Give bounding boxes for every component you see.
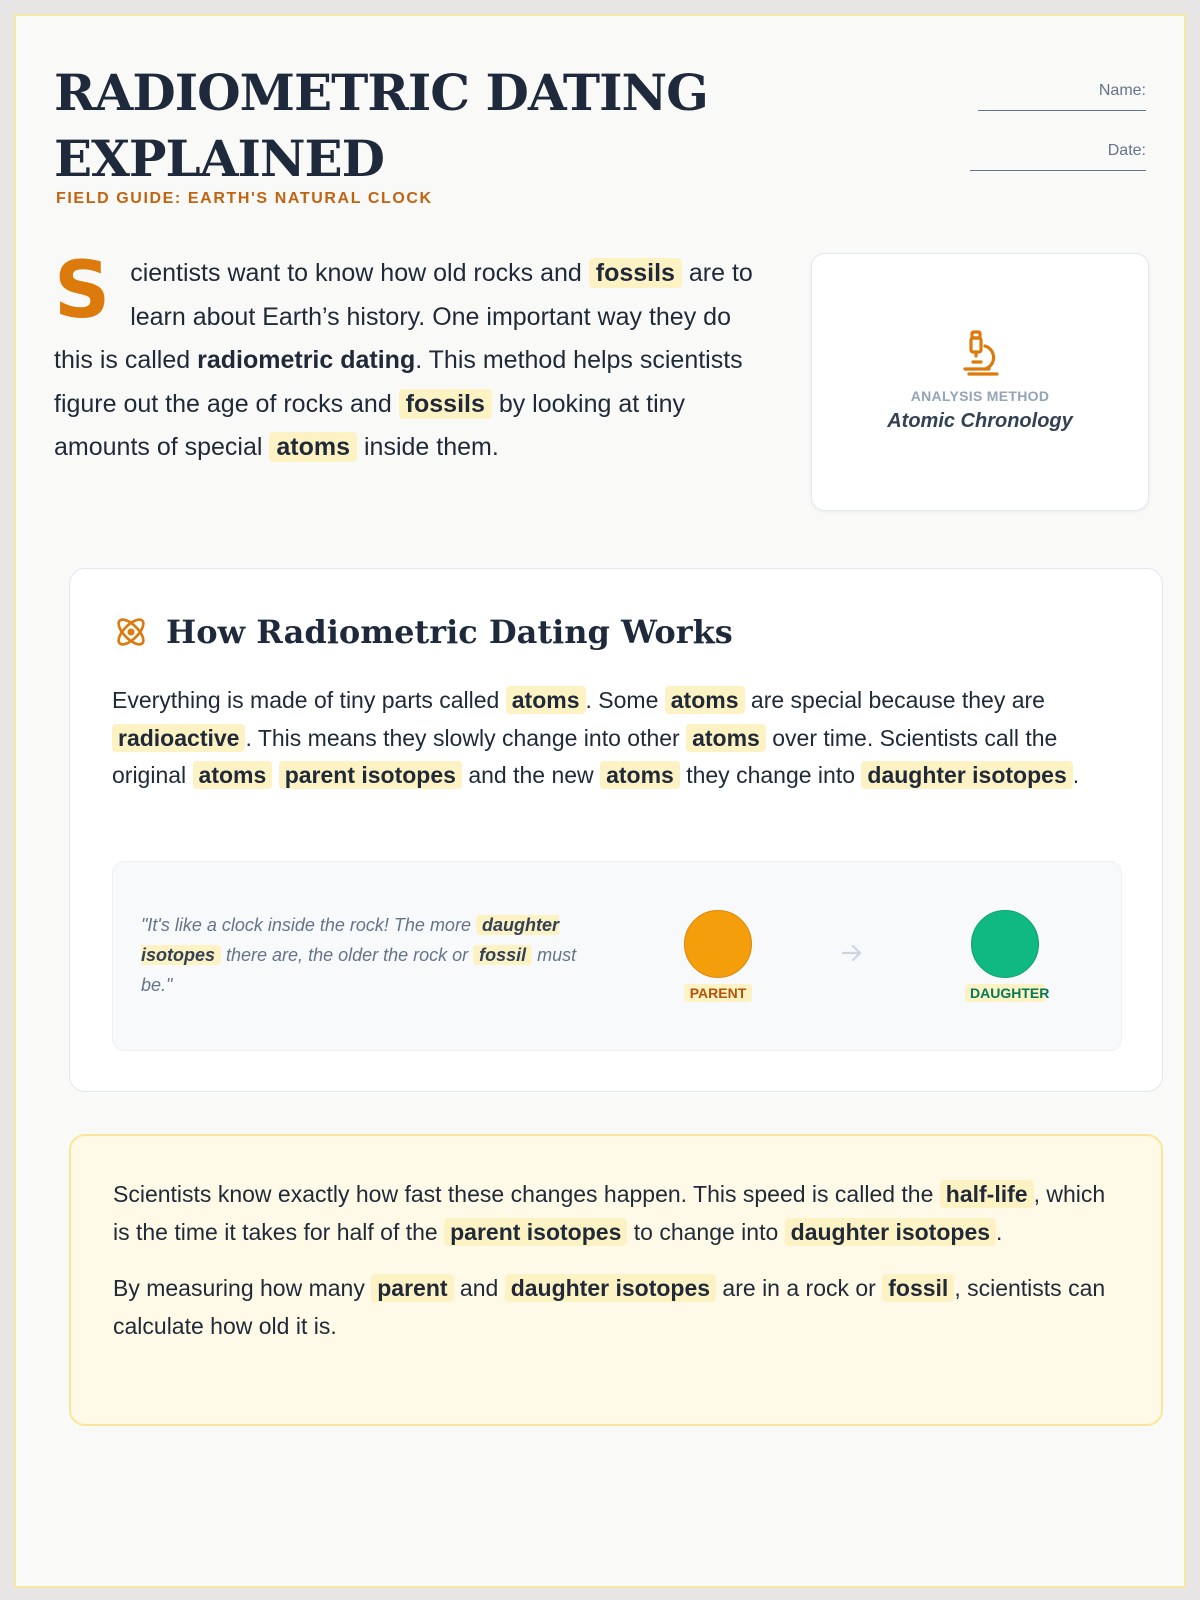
intro-paragraph [54,246,760,470]
daughter-atom [971,910,1039,978]
keyword-highlight: atoms [506,686,586,714]
body-text: By measuring how many [113,1275,372,1301]
keyword-highlight: daughter isotopes [505,1274,716,1302]
name-label: Name: [1098,82,1146,99]
body-text: they change into [679,762,862,788]
body-text: and [453,1275,505,1301]
body-text: Everything is made of tiny parts called [112,687,506,713]
quote-fragment: "It's like a clock inside the rock! The more [141,915,476,935]
body-text [272,762,278,788]
intro-text: by looking at tiny amounts of special [54,389,686,461]
body-text: Scientists know exactly how fast these changes happen. This speed is called the [113,1181,940,1207]
body-text: are in a rock or [716,1275,883,1301]
method-value: Atomic Chronology [887,410,1073,432]
quote-text [141,910,601,1000]
body-text: , scientists can calculate how old it is. [113,1275,1106,1339]
worksheet-page [14,14,1186,1588]
intro-text: are to learn about Earth’s history. One important way they do this is called [54,259,753,374]
quote-fragment: must be." [141,945,577,995]
measurement-paragraph [113,1270,1123,1345]
body-text: . [1072,762,1080,788]
keyword-highlight: daughter isotopes [141,915,559,965]
keyword-highlight: half-life [940,1180,1034,1208]
keyword-highlight: fossils [589,258,682,288]
how-it-works-card [69,568,1163,1092]
page-title [54,60,754,192]
keyword-highlight: daughter isotopes [785,1218,996,1246]
quote-fragment: there are, the older the rock or [221,945,474,965]
analysis-method-card [811,253,1149,511]
section-heading [112,613,733,651]
keyword-highlight: daughter isotopes [861,761,1072,789]
body-text: . [996,1218,1003,1245]
page-subtitle: FIELD GUIDE: EARTH'S NATURAL CLOCK [56,190,433,207]
quote-diagram-box [112,861,1122,1051]
method-label: ANALYSIS METHOD [910,388,1050,404]
body-text: and the new [461,762,601,788]
keyword-highlight: atoms [269,432,357,462]
keyword-highlight: radioactive [112,724,245,752]
section-heading-text: How Radiometric Dating Works [166,613,733,651]
keyword-bold: radiometric dating [197,346,416,374]
keyword-highlight: parent isotopes [279,761,462,789]
drop-cap: S [54,246,111,336]
parent-atom [684,910,752,978]
body-text: . Some [585,687,665,713]
date-label: Date: [1107,142,1146,159]
microscope-icon [955,326,1007,378]
intro-text: . This method helps scientists figure out the age of rocks and [54,346,743,418]
arrow-right-icon [841,944,863,962]
intro-text: inside them. [357,433,499,461]
keyword-highlight: parent [371,1274,453,1302]
atom-icon [112,613,150,651]
keyword-highlight: atoms [665,686,745,714]
daughter-label: DAUGHTER [965,984,1045,1002]
half-life-card [69,1134,1163,1426]
title-line-1: RADIOMETRIC DATING [54,63,708,122]
name-line[interactable] [978,110,1146,142]
half-life-paragraph [113,1176,1123,1251]
title-line-2: EXPLAINED [54,129,385,188]
body-text: over time. Scientists call the original [112,724,1058,788]
body-text: , which is the time it takes for half of the [113,1181,1106,1245]
body-text: . This means they slowly change into other [245,724,687,751]
date-line[interactable] [970,170,1146,202]
keyword-highlight: fossils [399,389,492,419]
body-text: to change into [627,1218,785,1245]
body-text: are special because they are [744,687,1045,713]
intro-text: cientists want to know how old rocks and [130,259,589,287]
half-life-text [113,1176,1123,1345]
keyword-highlight: atoms [193,761,273,789]
parent-label: PARENT [684,984,752,1002]
how-it-works-text [112,682,1122,795]
keyword-highlight: fossil [882,1274,954,1302]
keyword-highlight: atoms [600,761,680,789]
keyword-highlight: fossil [473,945,532,965]
name-date-fields [946,82,1146,202]
keyword-highlight: atoms [686,724,766,752]
keyword-highlight: parent isotopes [444,1218,627,1246]
